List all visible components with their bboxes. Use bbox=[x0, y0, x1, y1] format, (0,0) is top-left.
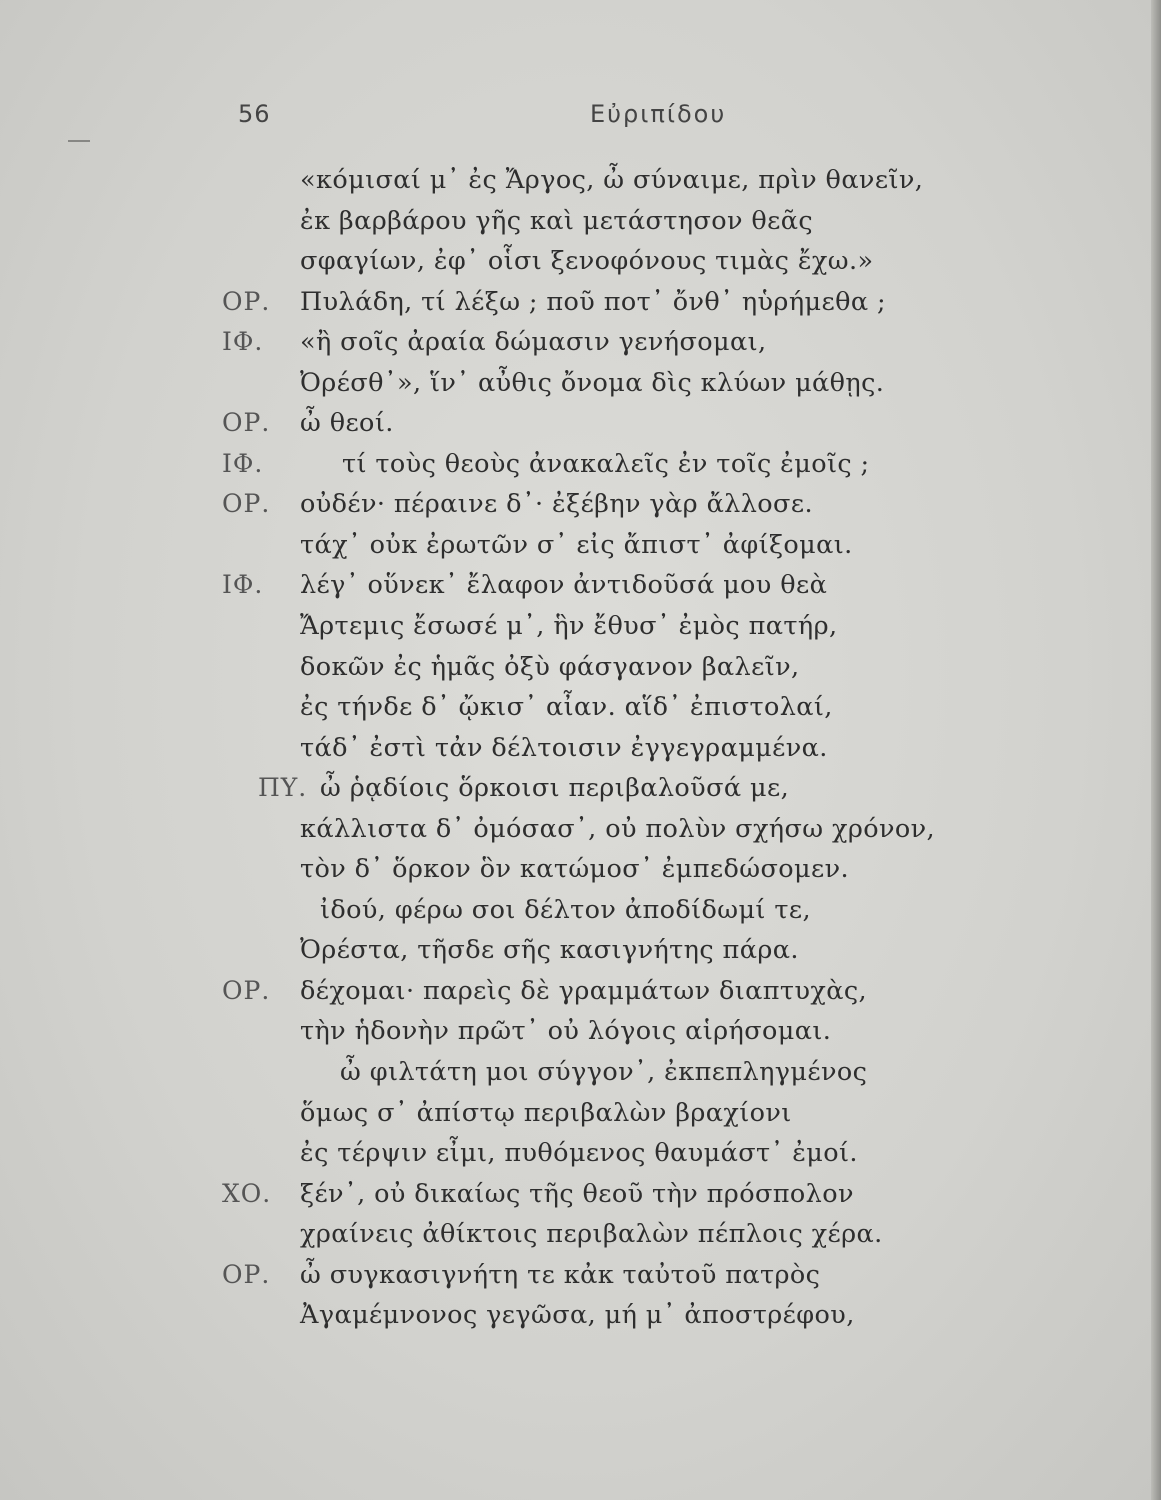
verse-block bbox=[0, 160, 1161, 1336]
verse-line bbox=[0, 322, 1161, 363]
verse-line bbox=[0, 809, 1161, 850]
verse-text: τὴν ἡδονὴν πρῶτ᾽ οὐ λόγοις αἱρήσομαι. bbox=[300, 1016, 832, 1047]
verse-text: ὦ ῥᾳδίοις ὅρκοισι περιβαλοῦσά με, bbox=[320, 773, 790, 804]
verse-text: οὐδέν· πέραινε δ᾽· ἐξέβην γὰρ ἄλλοσε. bbox=[300, 489, 813, 520]
verse-text: Ἀγαμέμνονος γεγῶσα, μή μ᾽ ἀποστρέφου, bbox=[300, 1300, 855, 1331]
verse-line bbox=[0, 160, 1161, 201]
speaker-label: ΧΟ. bbox=[222, 1178, 272, 1208]
verse-text: Ὀρέσθ᾽», ἵν᾽ αὖθις ὄνομα δὶς κλύων μάθῃς. bbox=[300, 367, 885, 398]
verse-line bbox=[0, 606, 1161, 647]
verse-text: τί τοὺς θεοὺς ἀνακαλεῖς ἐν τοῖς ἐμοῖς ; bbox=[342, 448, 870, 479]
verse-line bbox=[0, 930, 1161, 971]
verse-line bbox=[0, 849, 1161, 890]
verse-text: ἐς τήνδε δ᾽ ᾤκισ᾽ αἶαν. αἵδ᾽ ἐπιστολαί, bbox=[300, 692, 833, 723]
verse-line bbox=[0, 768, 1161, 809]
page-header bbox=[0, 100, 1161, 140]
verse-text: ὦ θεοί. bbox=[300, 408, 394, 439]
verse-text: Ἄρτεμις ἔσωσέ μ᾽, ἣν ἔθυσ᾽ ἐμὸς πατήρ, bbox=[300, 611, 838, 642]
verse-text: δοκῶν ἐς ἡμᾶς ὀξὺ φάσγανον βαλεῖν, bbox=[300, 651, 800, 682]
verse-text: Ὀρέστα, τῆσδε σῆς κασιγνήτης πάρα. bbox=[300, 935, 799, 966]
verse-text: ξέν᾽, οὐ δικαίως τῆς θεοῦ τὴν πρόσπολον bbox=[300, 1178, 854, 1209]
verse-line bbox=[0, 1214, 1161, 1255]
verse-line bbox=[0, 403, 1161, 444]
running-title: Εὐριπίδου bbox=[590, 100, 727, 128]
verse-line bbox=[0, 444, 1161, 485]
margin-mark bbox=[68, 140, 90, 142]
verse-line bbox=[0, 1011, 1161, 1052]
verse-text: τὸν δ᾽ ὅρκον ὃν κατώμοσ᾽ ἐμπεδώσομεν. bbox=[300, 854, 850, 885]
speaker-label: ΙΦ. bbox=[222, 570, 264, 600]
verse-line bbox=[0, 728, 1161, 769]
speaker-label: ΟΡ. bbox=[222, 1259, 271, 1289]
verse-text: τάχ᾽ οὐκ ἐρωτῶν σ᾽ εἰς ἄπιστ᾽ ἀφίξομαι. bbox=[300, 529, 853, 560]
verse-text: χραίνεις ἀθίκτοις περιβαλὼν πέπλοις χέρα. bbox=[300, 1219, 883, 1250]
verse-text: κάλλιστα δ᾽ ὀμόσασ᾽, οὐ πολὺν σχήσω χρόνον, bbox=[300, 813, 936, 844]
speaker-label: ΟΡ. bbox=[222, 286, 271, 316]
verse-line bbox=[0, 565, 1161, 606]
speaker-label: ΟΡ. bbox=[222, 975, 271, 1005]
verse-line bbox=[0, 1295, 1161, 1336]
verse-text: Πυλάδη, τί λέξω ; ποῦ ποτ᾽ ὄνθ᾽ ηὑρήμεθα ; bbox=[300, 286, 886, 317]
verse-line bbox=[0, 241, 1161, 282]
verse-text: ἰδού, φέρω σοι δέλτον ἀποδίδωμί τε, bbox=[320, 894, 811, 925]
verse-text: τάδ᾽ ἐστὶ τἀν δέλτοισιν ἐγγεγραμμένα. bbox=[300, 732, 828, 763]
speaker-label: ΟΡ. bbox=[222, 408, 271, 438]
verse-text: «ἢ σοῖς ἀραία δώμασιν γενήσομαι, bbox=[300, 327, 767, 358]
verse-line bbox=[0, 1133, 1161, 1174]
verse-text: ἐκ βαρβάρου γῆς καὶ μετάστησον θεᾶς bbox=[300, 205, 814, 236]
verse-text: ὅμως σ᾽ ἀπίστῳ περιβαλὼν βραχίονι bbox=[300, 1097, 792, 1128]
verse-text: σφαγίων, ἐφ᾽ οἷσι ξενοφόνους τιμὰς ἔχω.» bbox=[300, 246, 874, 277]
verse-line bbox=[0, 282, 1161, 323]
speaker-label: ΙΦ. bbox=[222, 448, 264, 478]
verse-line bbox=[0, 525, 1161, 566]
verse-line bbox=[0, 484, 1161, 525]
verse-line bbox=[0, 1174, 1161, 1215]
verse-line bbox=[0, 1093, 1161, 1134]
verse-line bbox=[0, 363, 1161, 404]
verse-text: δέχομαι· παρεὶς δὲ γραμμάτων διαπτυχὰς, bbox=[300, 975, 867, 1006]
verse-text: «κόμισαί μ᾽ ἐς Ἄργος, ὦ σύναιμε, πρὶν θανεῖν, bbox=[300, 165, 924, 195]
verse-line bbox=[0, 687, 1161, 728]
verse-line bbox=[0, 1255, 1161, 1296]
speaker-label: ΠΥ. bbox=[258, 773, 308, 803]
page-number: 56 bbox=[238, 100, 271, 128]
verse-text: λέγ᾽ οὕνεκ᾽ ἔλαφον ἀντιδοῦσά μου θεὰ bbox=[300, 570, 828, 601]
verse-text: ὦ συγκασιγνήτη τε κἀκ ταὐτοῦ πατρὸς bbox=[300, 1259, 821, 1290]
speaker-label: ΙΦ. bbox=[222, 327, 264, 357]
verse-line bbox=[0, 1052, 1161, 1093]
speaker-label: ΟΡ. bbox=[222, 489, 271, 519]
verse-line bbox=[0, 201, 1161, 242]
verse-text: ὦ φιλτάτη μοι σύγγον᾽, ἐκπεπληγμένος bbox=[340, 1057, 868, 1088]
verse-line bbox=[0, 890, 1161, 931]
verse-line bbox=[0, 647, 1161, 688]
verse-text: ἐς τέρψιν εἶμι, πυθόμενος θαυμάστ᾽ ἐμοί. bbox=[300, 1138, 858, 1169]
verse-line bbox=[0, 971, 1161, 1012]
